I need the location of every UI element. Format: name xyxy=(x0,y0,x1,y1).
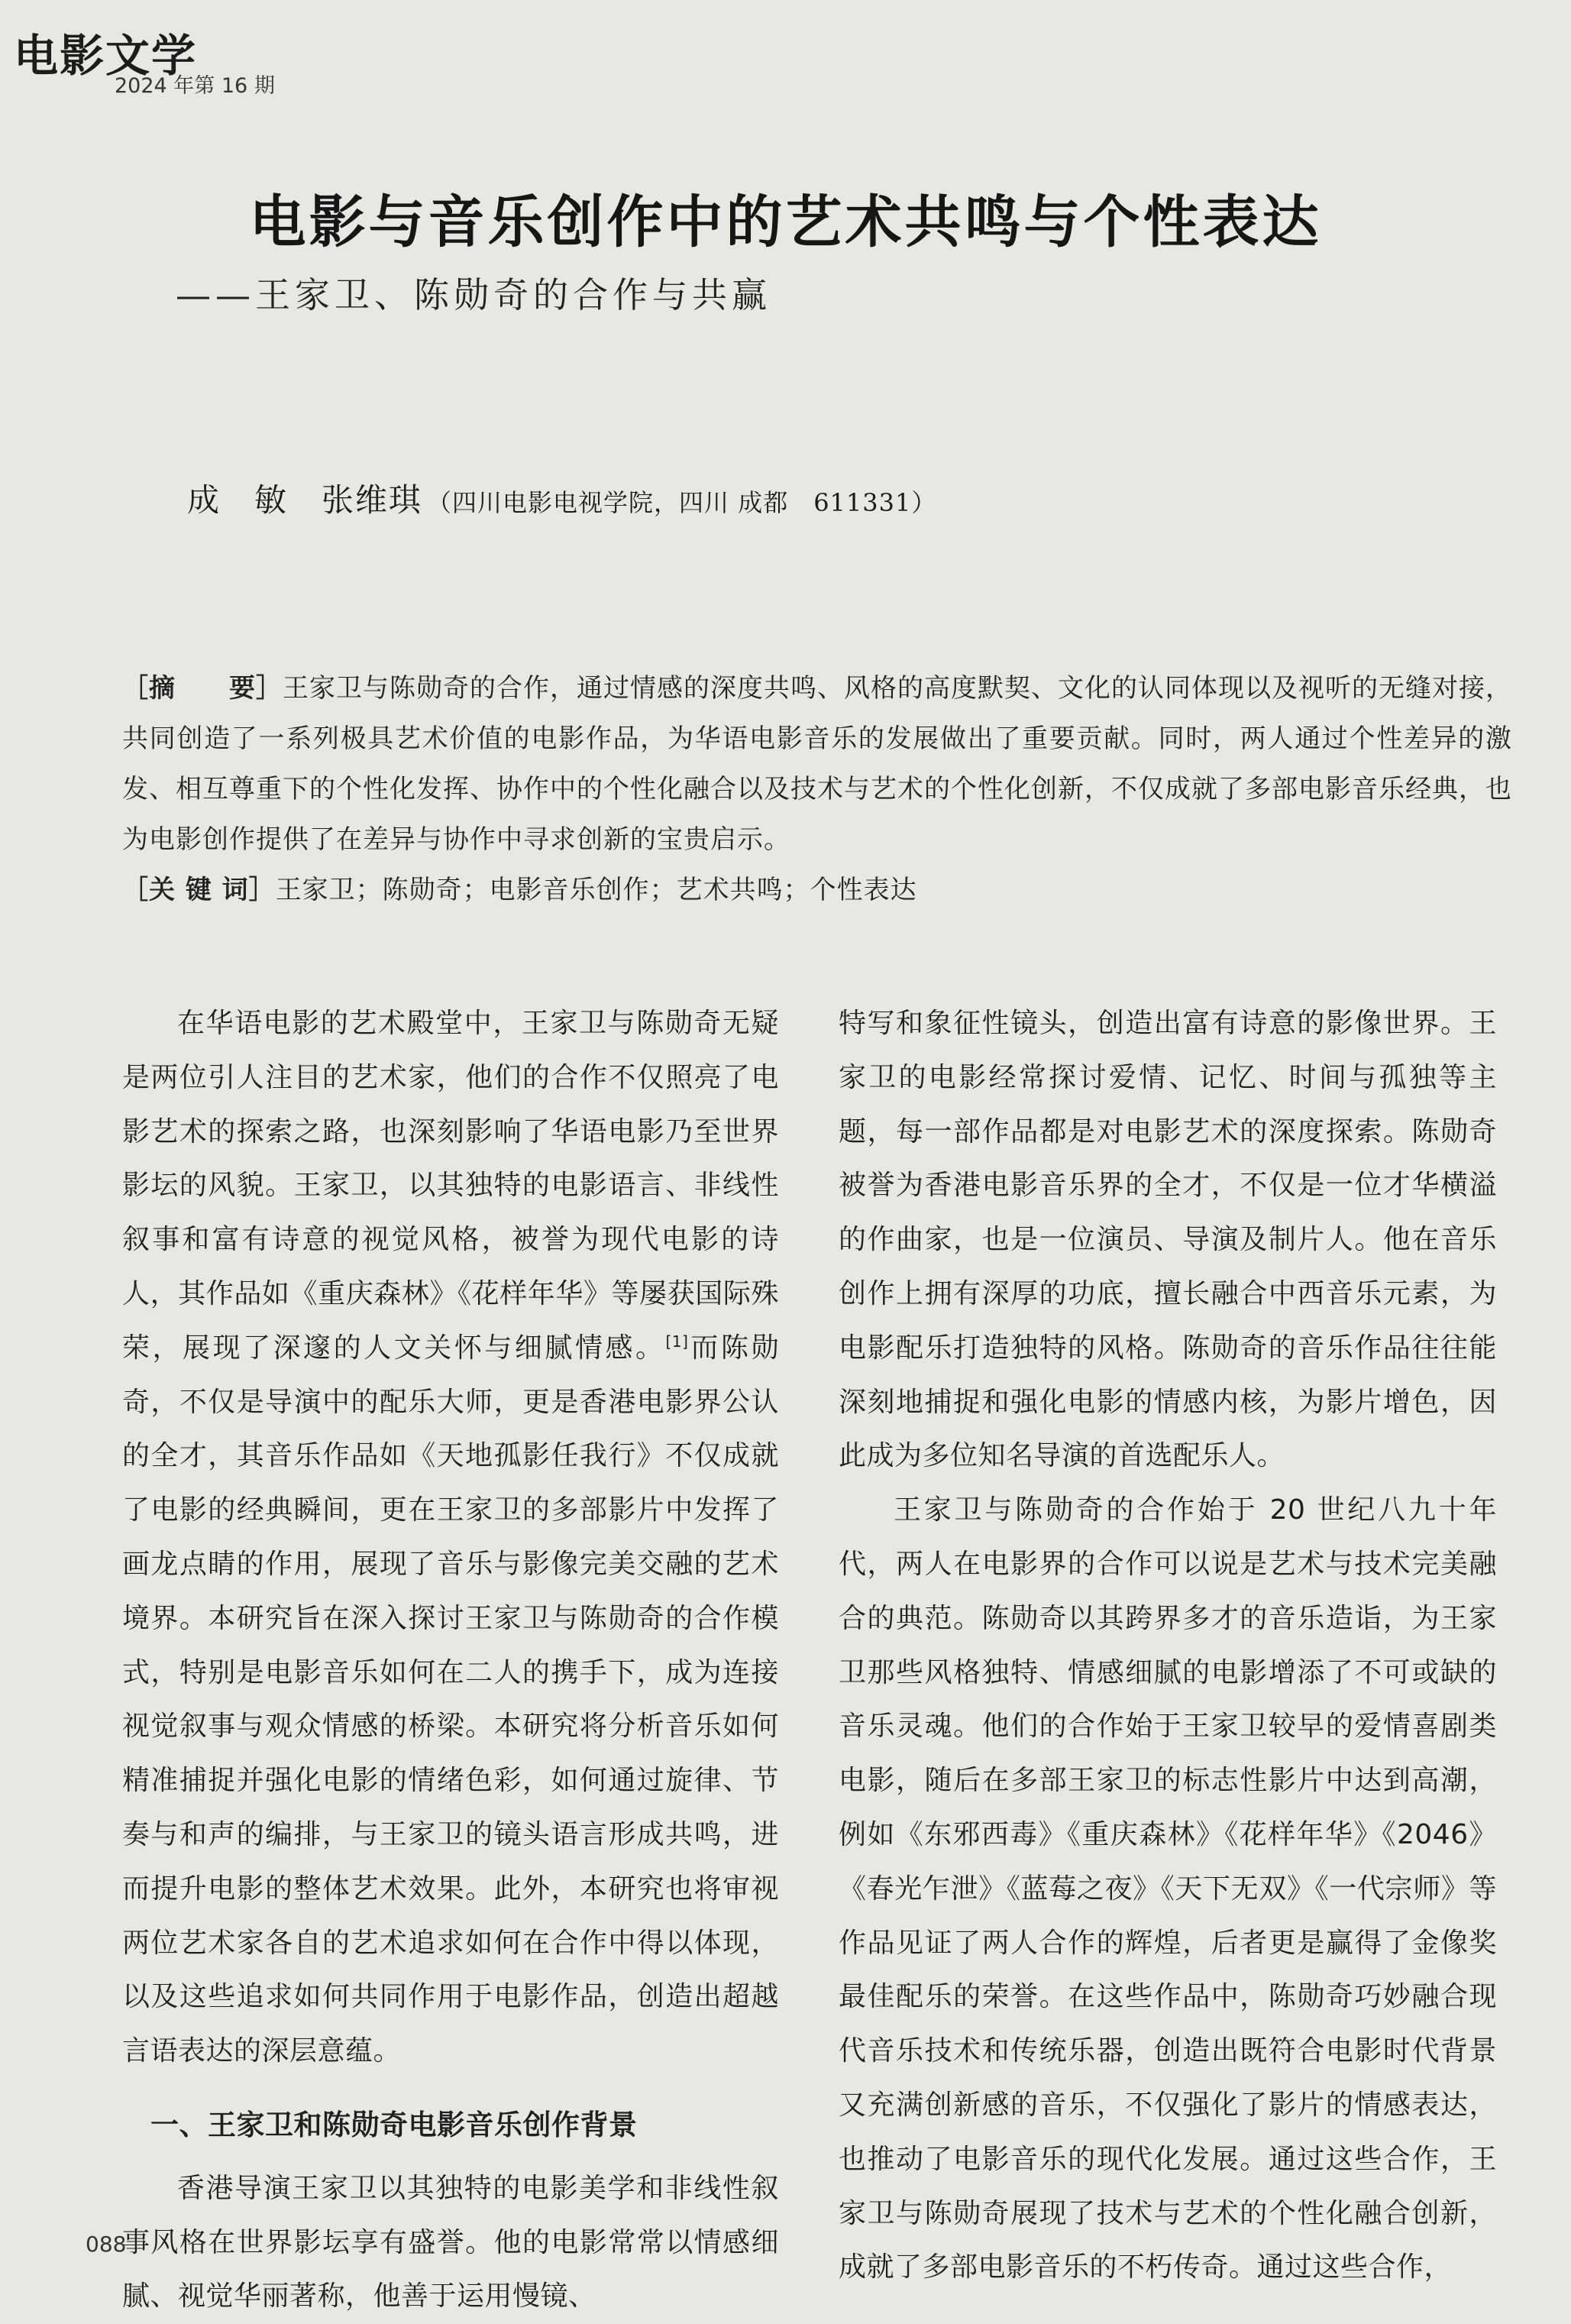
issue-label: 2024 年第 16 期 xyxy=(115,74,275,98)
article-title: 电影与音乐创作中的艺术共鸣与个性表达 xyxy=(249,189,1322,255)
body-text: 在华语电影的艺术殿堂中，王家卫与陈勋奇无疑是两位引人注目的艺术家，他们的合作不仅照亮了电影艺术的探索之路，也深刻影响了华语电影乃至世界影坛的风貌。王家卫，以其独特的电影语言、非线性叙事和富有诗意的视觉风格，被誉为现代电影的诗人，其作品如《重庆森林》《花样年华》等屡获国际殊荣，展现了深邃的人文关怀与细腻情感。 xyxy=(122,1008,779,1364)
body-paragraph: 王家卫与陈勋奇的合作始于 20 世纪八九十年代，两人在电影界的合作可以说是艺术与技术完美融合的典范。陈勋奇以其跨界多才的音乐造诣，为王家卫那些风格独特、情感细腻的电影增添了不可或缺的音乐灵魂。他们的合作始于王家卫较早的爱情喜剧类电影，随后在多部王家卫的标志性影片中达到高潮，例如《东邪西毒》《重庆森林》《花样年华》《2046》《春光乍泄》《蓝莓之夜》《天下无双》《一代宗师》等作品见证了两人合作的辉煌，后者更是赢得了金像奖最佳配乐的荣誉。在这些作品中，陈勋奇巧妙融合现代音乐技术和传统乐器，创造出既符合电影时代背景又充满创新感的音乐，不仅强化了影片的情感表达，也推动了电影音乐的现代化发展。通过这些合作，王家卫与陈勋奇展现了技术与艺术的个性化融合创新，成就了多部电影音乐的不朽传奇。通过这些合作， xyxy=(839,1494,1497,2284)
author-affiliation: （四川电影电视学院，四川 成都 611331） xyxy=(427,488,937,517)
body-paragraph: 香港导演王家卫以其独特的电影美学和非线性叙事风格在世界影坛享有盛誉。他的电影常常以情感细腻、视觉华丽著称，他善于运用慢镜、 xyxy=(122,2172,779,2313)
author-names: 成 敏 张维琪 xyxy=(187,481,423,519)
abstract-text: 王家卫与陈勋奇的合作，通过情感的深度共鸣、风格的高度默契、文化的认同体现以及视听的无缝对接，共同创造了一系列极具艺术价值的电影作品，为华语电影音乐的发展做出了重要贡献。同时，两人通过个性差异的激发、相互尊重下的个性化发挥、协作中的个性化融合以及技术与艺术的个性化创新，不仅成就了多部电影音乐经典，也为电影创作提供了在差异与协作中寻求创新的宝贵启示。 xyxy=(122,673,1512,855)
keywords-paragraph xyxy=(122,865,1512,915)
page-number: 088 xyxy=(86,2232,127,2257)
body-column-left xyxy=(122,997,779,2324)
abstract-block xyxy=(122,663,1512,915)
body-text: 而陈勋奇，不仅是导演中的配乐大师，更是香港电影界公认的全才，其音乐作品如《天地孤影任我行》不仅成就了电影的经典瞬间，更在王家卫的多部影片中发挥了画龙点睛的作用，展现了音乐与影像完美交融的艺术境界。本研究旨在深入探讨王家卫与陈勋奇的合作模式，特别是电影音乐如何在二人的携手下，成为连接视觉叙事与观众情感的桥梁。本研究将分析音乐如何精准捕捉并强化电影的情绪色彩，如何通过旋律、节奏与和声的编排，与王家卫的镜头语言形成共鸣，进而提升电影的整体艺术效果。此外，本研究也将审视两位艺术家各自的艺术追求如何在合作中得以体现，以及这些追求如何共同作用于电影作品，创造出超越言语表达的深层意蕴。 xyxy=(122,1332,779,2067)
keywords-text: 王家卫；陈勋奇；电影音乐创作；艺术共鸣；个性表达 xyxy=(275,875,917,905)
body-paragraph xyxy=(122,997,779,2079)
body-paragraph: 特写和象征性镜头，创造出富有诗意的影像世界。王家卫的电影经常探讨爱情、记忆、时间与孤独等主题，每一部作品都是对电影艺术的深度探索。陈勋奇被誉为香港电影音乐界的全才，不仅是一位才华横溢的作曲家，也是一位演员、导演及制片人。他在音乐创作上拥有深厚的功底，擅长融合中西音乐元素，为电影配乐打造独特的风格。陈勋奇的音乐作品往往能深刻地捕捉和强化电影的情感内核，为影片增色，因此成为多位知名导演的首选配乐人。 xyxy=(839,1008,1497,1472)
keywords-label: ［关 键 词］ xyxy=(122,875,276,905)
body-column-right xyxy=(839,997,1497,2295)
article-subtitle: ——王家卫、陈勋奇的合作与共赢 xyxy=(176,274,771,316)
journal-logo: 电影文学 xyxy=(14,30,198,82)
authors-line xyxy=(187,475,936,521)
abstract-label: ［摘 要］ xyxy=(122,673,283,704)
citation-ref: [1] xyxy=(665,1332,689,1351)
section-heading: 一、王家卫和陈勋奇电影音乐创作背景 xyxy=(150,2108,638,2141)
abstract-paragraph xyxy=(122,663,1512,865)
